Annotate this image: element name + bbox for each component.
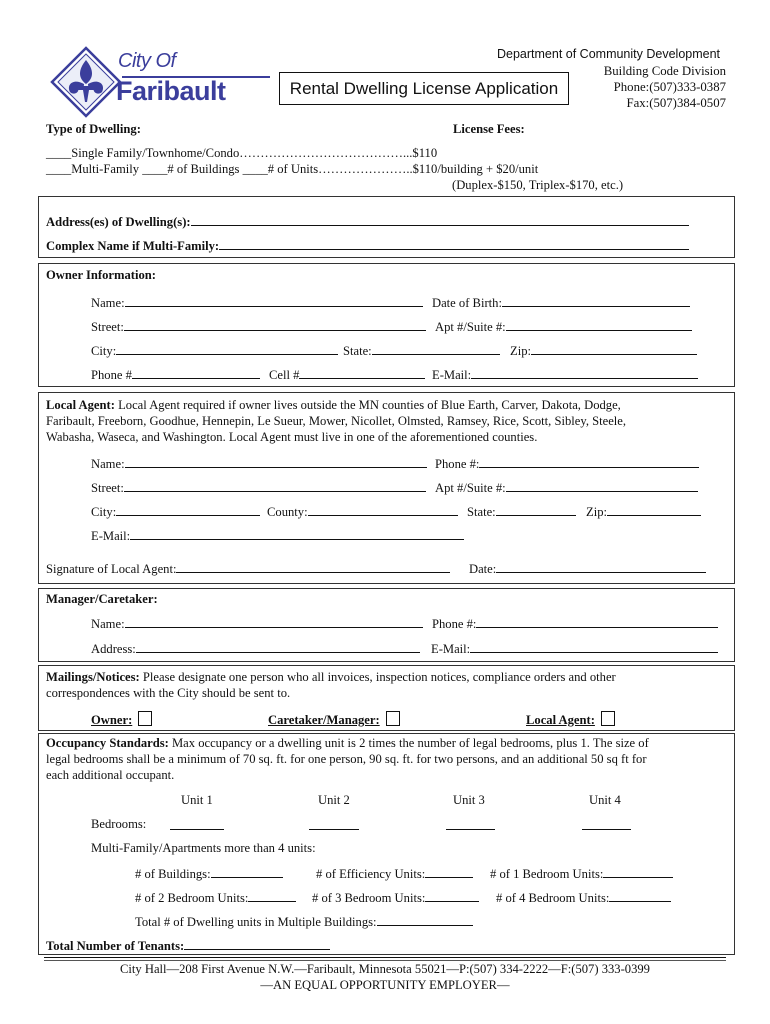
buildings-count-field[interactable]: # of Buildings: — [135, 864, 283, 882]
owner-dob-field[interactable]: Date of Birth: — [432, 293, 690, 311]
agent-city-field[interactable]: City: — [91, 502, 260, 520]
owner-cell-field[interactable]: Cell # — [269, 365, 425, 383]
local-agent-checkbox[interactable] — [601, 711, 615, 726]
agent-date-field[interactable]: Date: — [469, 559, 706, 577]
city-logo — [48, 44, 280, 120]
owner-city-field[interactable]: City: — [91, 341, 338, 359]
unit-3-bedrooms-field[interactable] — [446, 816, 495, 830]
total-dwelling-units-field[interactable]: Total # of Dwelling units in Multiple Buildings: — [135, 912, 473, 930]
mailings-owner-option[interactable]: Owner: — [91, 711, 152, 728]
owner-email-field[interactable]: E-Mail: — [432, 365, 698, 383]
efficiency-units-field[interactable]: # of Efficiency Units: — [316, 864, 473, 882]
owner-street-field[interactable]: Street: — [91, 317, 426, 335]
unit-4-bedrooms-field[interactable] — [582, 816, 631, 830]
footer-divider-thin — [44, 960, 726, 961]
manager-heading: Manager/Caretaker: — [46, 592, 158, 606]
local-agent-intro-2: Faribault, Freeborn, Goodhue, Hennepin, Le Sueur, Mower, Nicollet, Olmsted, Ramsey, Rice, Scott, Sibley, Steele, — [46, 414, 627, 428]
form-title: Rental Dwelling License Application — [289, 78, 559, 98]
unit-1-bedrooms-field[interactable] — [170, 816, 224, 830]
four-bedroom-units-field[interactable]: # of 4 Bedroom Units: — [496, 888, 671, 906]
agent-county-field[interactable]: County: — [267, 502, 458, 520]
logo-name-text: Faribault — [116, 76, 226, 106]
complex-name-label: Complex Name if Multi-Family: — [46, 239, 220, 253]
form-title-box — [279, 72, 569, 105]
total-tenants-field[interactable]: Total Number of Tenants: — [46, 936, 330, 954]
mailings-intro-2: correspondences with the City should be sent to. — [46, 686, 291, 700]
agent-zip-field[interactable]: Zip: — [586, 502, 701, 520]
footer-eoe: —AN EQUAL OPPORTUNITY EMPLOYER— — [260, 978, 510, 992]
local-agent-intro-1: Local Agent: Local Agent required if owner lives outside the MN counties of Blue Earth, Carver, Dakota, Dodge, — [46, 398, 621, 412]
manager-email-field[interactable]: E-Mail: — [431, 639, 718, 657]
caretaker-checkbox[interactable] — [386, 711, 400, 726]
owner-checkbox[interactable] — [138, 711, 152, 726]
unit-1-header: Unit 1 — [181, 793, 213, 807]
owner-name-field[interactable]: Name: — [91, 293, 423, 311]
agent-apt-field[interactable]: Apt #/Suite #: — [435, 478, 698, 496]
manager-name-field[interactable]: Name: — [91, 614, 423, 632]
type-of-dwelling-label: Type of Dwelling: — [46, 122, 141, 136]
unit-3-header: Unit 3 — [453, 793, 485, 807]
complex-name-field[interactable] — [46, 236, 689, 254]
unit-4-header: Unit 4 — [589, 793, 621, 807]
agent-name-field[interactable]: Name: — [91, 454, 427, 472]
mailings-agent-option[interactable]: Local Agent: — [526, 711, 615, 728]
agent-signature-field[interactable]: Signature of Local Agent: — [46, 559, 450, 577]
three-bedroom-units-field[interactable]: # of 3 Bedroom Units: — [312, 888, 479, 906]
unit-2-header: Unit 2 — [318, 793, 350, 807]
fee-note: (Duplex-$150, Triplex-$170, etc.) — [452, 178, 624, 192]
agent-email-field[interactable]: E-Mail: — [91, 526, 464, 544]
manager-phone-field[interactable]: Phone #: — [432, 614, 718, 632]
department-fax: Fax:(507)384-0507 — [626, 96, 726, 110]
footer-address: City Hall—208 First Avenue N.W.—Faribault, Minnesota 55021—P:(507) 334-2222—F:(507) 333-0399 — [120, 962, 650, 976]
multi-family-option[interactable]: ____Multi-Family ____# of Buildings ____# of Units…………………..$110/building + $20/unit — [46, 162, 539, 176]
footer-divider — [44, 957, 726, 958]
license-fees-label: License Fees: — [453, 122, 525, 136]
local-agent-heading: Local Agent: — [46, 398, 115, 412]
mailings-intro-1: Mailings/Notices: Please designate one person who all invoices, inspection notices, compliance orders and other — [46, 670, 616, 684]
two-bedroom-units-field[interactable]: # of 2 Bedroom Units: — [135, 888, 296, 906]
department-phone: Phone:(507)333-0387 — [613, 80, 726, 94]
agent-phone-field[interactable]: Phone #: — [435, 454, 699, 472]
owner-zip-field[interactable]: Zip: — [510, 341, 697, 359]
manager-address-field[interactable]: Address: — [91, 639, 420, 657]
owner-heading: Owner Information: — [46, 268, 156, 282]
owner-apt-field[interactable]: Apt #/Suite #: — [435, 317, 692, 335]
local-agent-intro-3: Wabasha, Waseca, and Washington. Local Agent must live in one of the aforementioned counties. — [46, 430, 538, 444]
mailings-heading: Mailings/Notices: — [46, 670, 140, 684]
multi-family-label: Multi-Family/Apartments more than 4 units: — [91, 841, 316, 855]
occupancy-intro-2: legal bedrooms shall be a minimum of 70 sq. ft. for one person, 90 sq. ft. for two persons, and an additional 50 sq ft for — [46, 752, 647, 766]
logo-city-text: City Of — [118, 50, 176, 72]
department-name: Department of Community Development — [497, 47, 721, 61]
occupancy-intro-3: each additional occupant. — [46, 768, 175, 782]
bedrooms-label: Bedrooms: — [91, 817, 147, 831]
single-family-option[interactable]: ____Single Family/Townhome/Condo…………………………………...$110 — [46, 146, 438, 160]
owner-state-field[interactable]: State: — [343, 341, 500, 359]
dwelling-address-field[interactable] — [46, 212, 689, 230]
agent-street-field[interactable]: Street: — [91, 478, 426, 496]
occupancy-intro-1: Occupancy Standards: Max occupancy or a dwelling unit is 2 times the number of legal bedrooms, plus 1. The size of — [46, 736, 649, 750]
unit-2-bedrooms-field[interactable] — [309, 816, 359, 830]
one-bedroom-units-field[interactable]: # of 1 Bedroom Units: — [490, 864, 673, 882]
mailings-caretaker-option[interactable]: Caretaker/Manager: — [268, 711, 400, 728]
occupancy-heading: Occupancy Standards: — [46, 736, 169, 750]
division-name: Building Code Division — [603, 64, 726, 78]
dwelling-address-label: Address(es) of Dwelling(s): — [46, 215, 191, 229]
agent-state-field[interactable]: State: — [467, 502, 576, 520]
owner-phone-field[interactable]: Phone # — [91, 365, 260, 383]
